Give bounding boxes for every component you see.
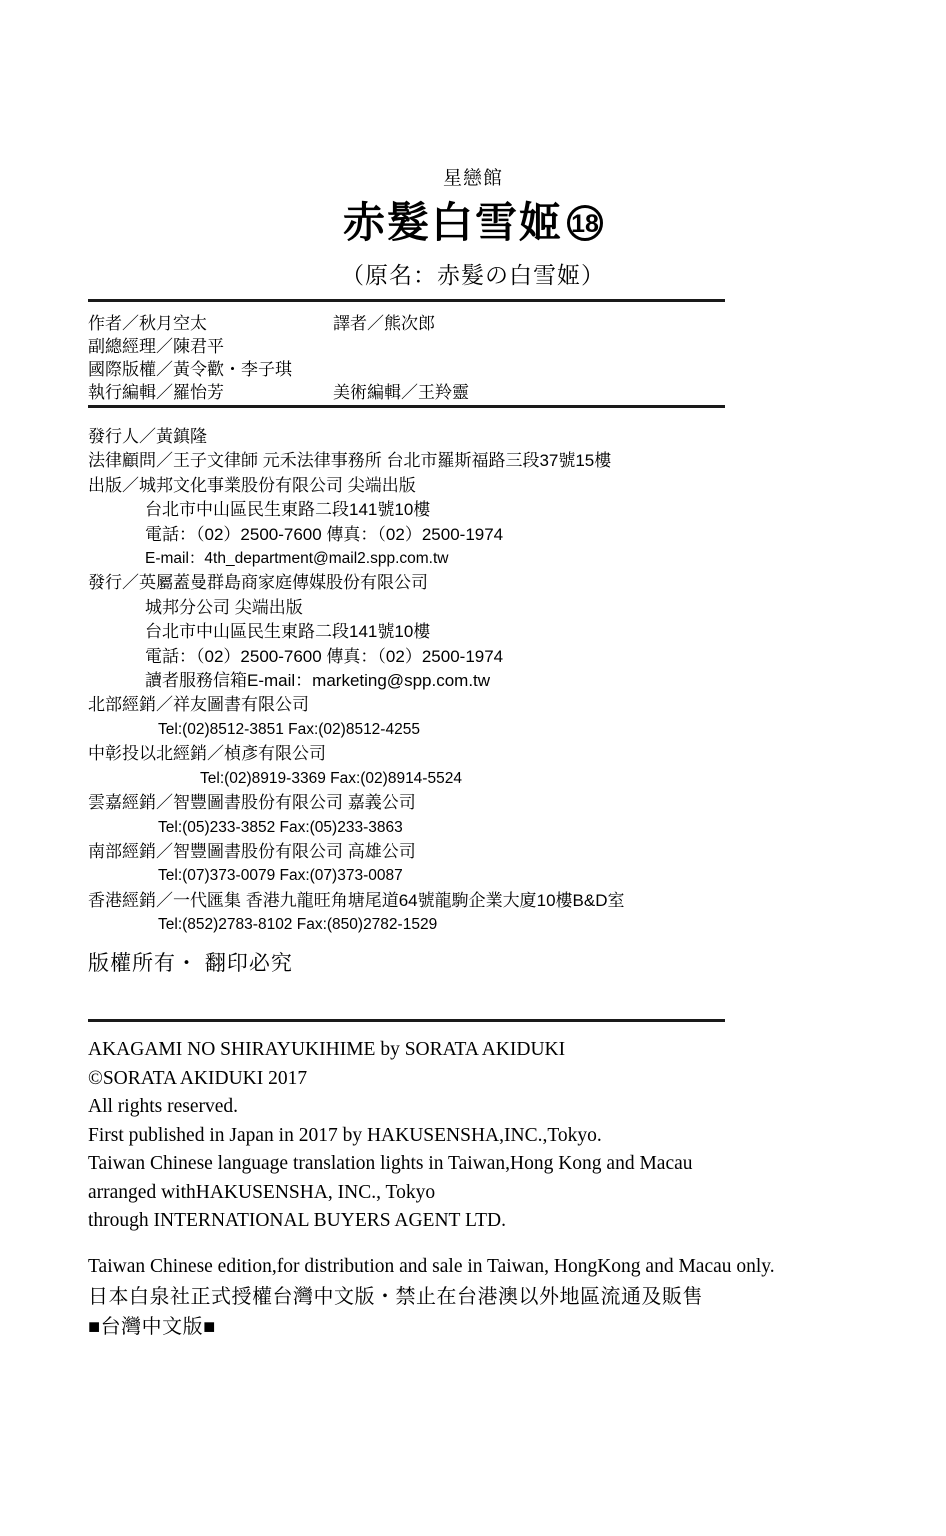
english-rights-line: Taiwan Chinese language translation lights in Taiwan,Hong Kong and Macau [88,1153,693,1174]
publisher-line: 香港經銷／一代匯集 香港九龍旺角塘尾道64號龍駒企業大廈10樓B&D室 [88,890,625,910]
publisher-line: Tel:(07)373-0079 Fax:(07)373-0087 [158,867,403,885]
english-rights-line: All rights reserved. [88,1096,239,1117]
publisher-line: 台北市中山區民生東路二段141號10樓 [145,500,431,520]
english-rights-line: through INTERNATIONAL BUYERS AGENT LTD. [88,1210,506,1231]
publisher-block [88,425,625,938]
page-title [0,199,946,247]
publisher-line: 出版／城邦文化事業股份有限公司 尖端出版 [88,475,416,495]
publisher-line: Tel:(02)8919-3369 Fax:(02)8914-5524 [200,769,462,787]
credit-primary: 副總經理／陳君平 [88,337,224,356]
english-rights-line: First published in Japan in 2017 by HAKUSENSHA,INC.,Tokyo. [88,1124,602,1146]
publisher-line: Tel:(852)2783-8102 Fax:(850)2782-1529 [158,916,438,934]
publisher-line: 發行／英屬蓋曼群島商家庭傳媒股份有限公司 [88,573,428,593]
english-rights-block [88,1036,693,1236]
credit-primary: 國際版權／黃令歡・李子琪 [88,360,292,379]
credit-row [88,335,469,358]
original-title: （原名：赤髮の白雪姬） [341,262,605,289]
divider-bottom [88,1019,725,1022]
credit-row [88,381,469,404]
title-text: 赤髮白雪姬 [342,198,563,246]
publisher-line: Tel:(05)233-3852 Fax:(05)233-3863 [158,818,403,836]
publisher-line: 南部經銷／智豐圖書股份有限公司 高雄公司 [88,841,416,861]
english-rights-line: AKAGAMI NO SHIRAYUKIHIME by SORATA AKIDUKI [88,1039,566,1060]
divider-top [88,299,725,302]
credit-primary: 執行編輯／羅怡芳 [88,383,224,402]
credit-row [88,358,469,381]
credit-primary: 作者／秋月空太 [88,314,207,333]
credit-secondary: 譯者／熊次郎 [333,314,435,333]
publisher-line: 雲嘉經銷／智豐圖書股份有限公司 嘉義公司 [88,793,416,813]
credit-secondary: 美術編輯／王羚靈 [333,383,469,402]
credit-row [88,312,469,335]
distribution-notice-en: Taiwan Chinese edition,for distribution and sale in Taiwan, HongKong and Macau only. [88,1256,775,1277]
imprint-label: 星戀館 [442,168,503,189]
distribution-notice-block [88,1252,775,1342]
publisher-line: 北部經銷／祥友圖書有限公司 [88,695,309,715]
edition-marker: ■台灣中文版■ [88,1316,216,1338]
publisher-line: 電話：（02）2500-7600 傳真：（02）2500-1974 [145,646,504,666]
credits-block [88,312,469,404]
publisher-line: 中彰投以北經銷／楨彥有限公司 [88,744,326,764]
divider-middle [88,405,725,408]
english-rights-line: ©SORATA AKIDUKI 2017 [88,1067,308,1089]
copyright-notice-cn: 版權所有・ 翻印必究 [88,952,293,975]
publisher-line: 電話：（02）2500-7600 傳真：（02）2500-1974 [145,524,504,544]
publisher-line: 發行人／黃鎮隆 [88,427,207,446]
publisher-line: Tel:(02)8512-3851 Fax:(02)8512-4255 [158,720,420,738]
volume-number-badge: 18 [567,205,603,241]
title-block [0,168,946,290]
distribution-notice-cn: 日本白泉社正式授權台灣中文版・禁止在台港澳以外地區流通及販售 [88,1286,703,1308]
publisher-line: E-mail：4th_department@mail2.spp.com.tw [145,550,449,568]
english-rights-line: arranged withHAKUSENSHA, INC., Tokyo [88,1181,436,1203]
publisher-line: 法律顧問／王子文律師 元禾法律事務所 台北市羅斯福路三段37號15樓 [88,451,612,471]
publisher-line: 城邦分公司 尖端出版 [145,597,303,617]
publisher-line: 台北市中山區民生東路二段141號10樓 [145,622,431,642]
publisher-line: 讀者服務信箱E-mail：marketing@spp.com.tw [145,671,491,691]
